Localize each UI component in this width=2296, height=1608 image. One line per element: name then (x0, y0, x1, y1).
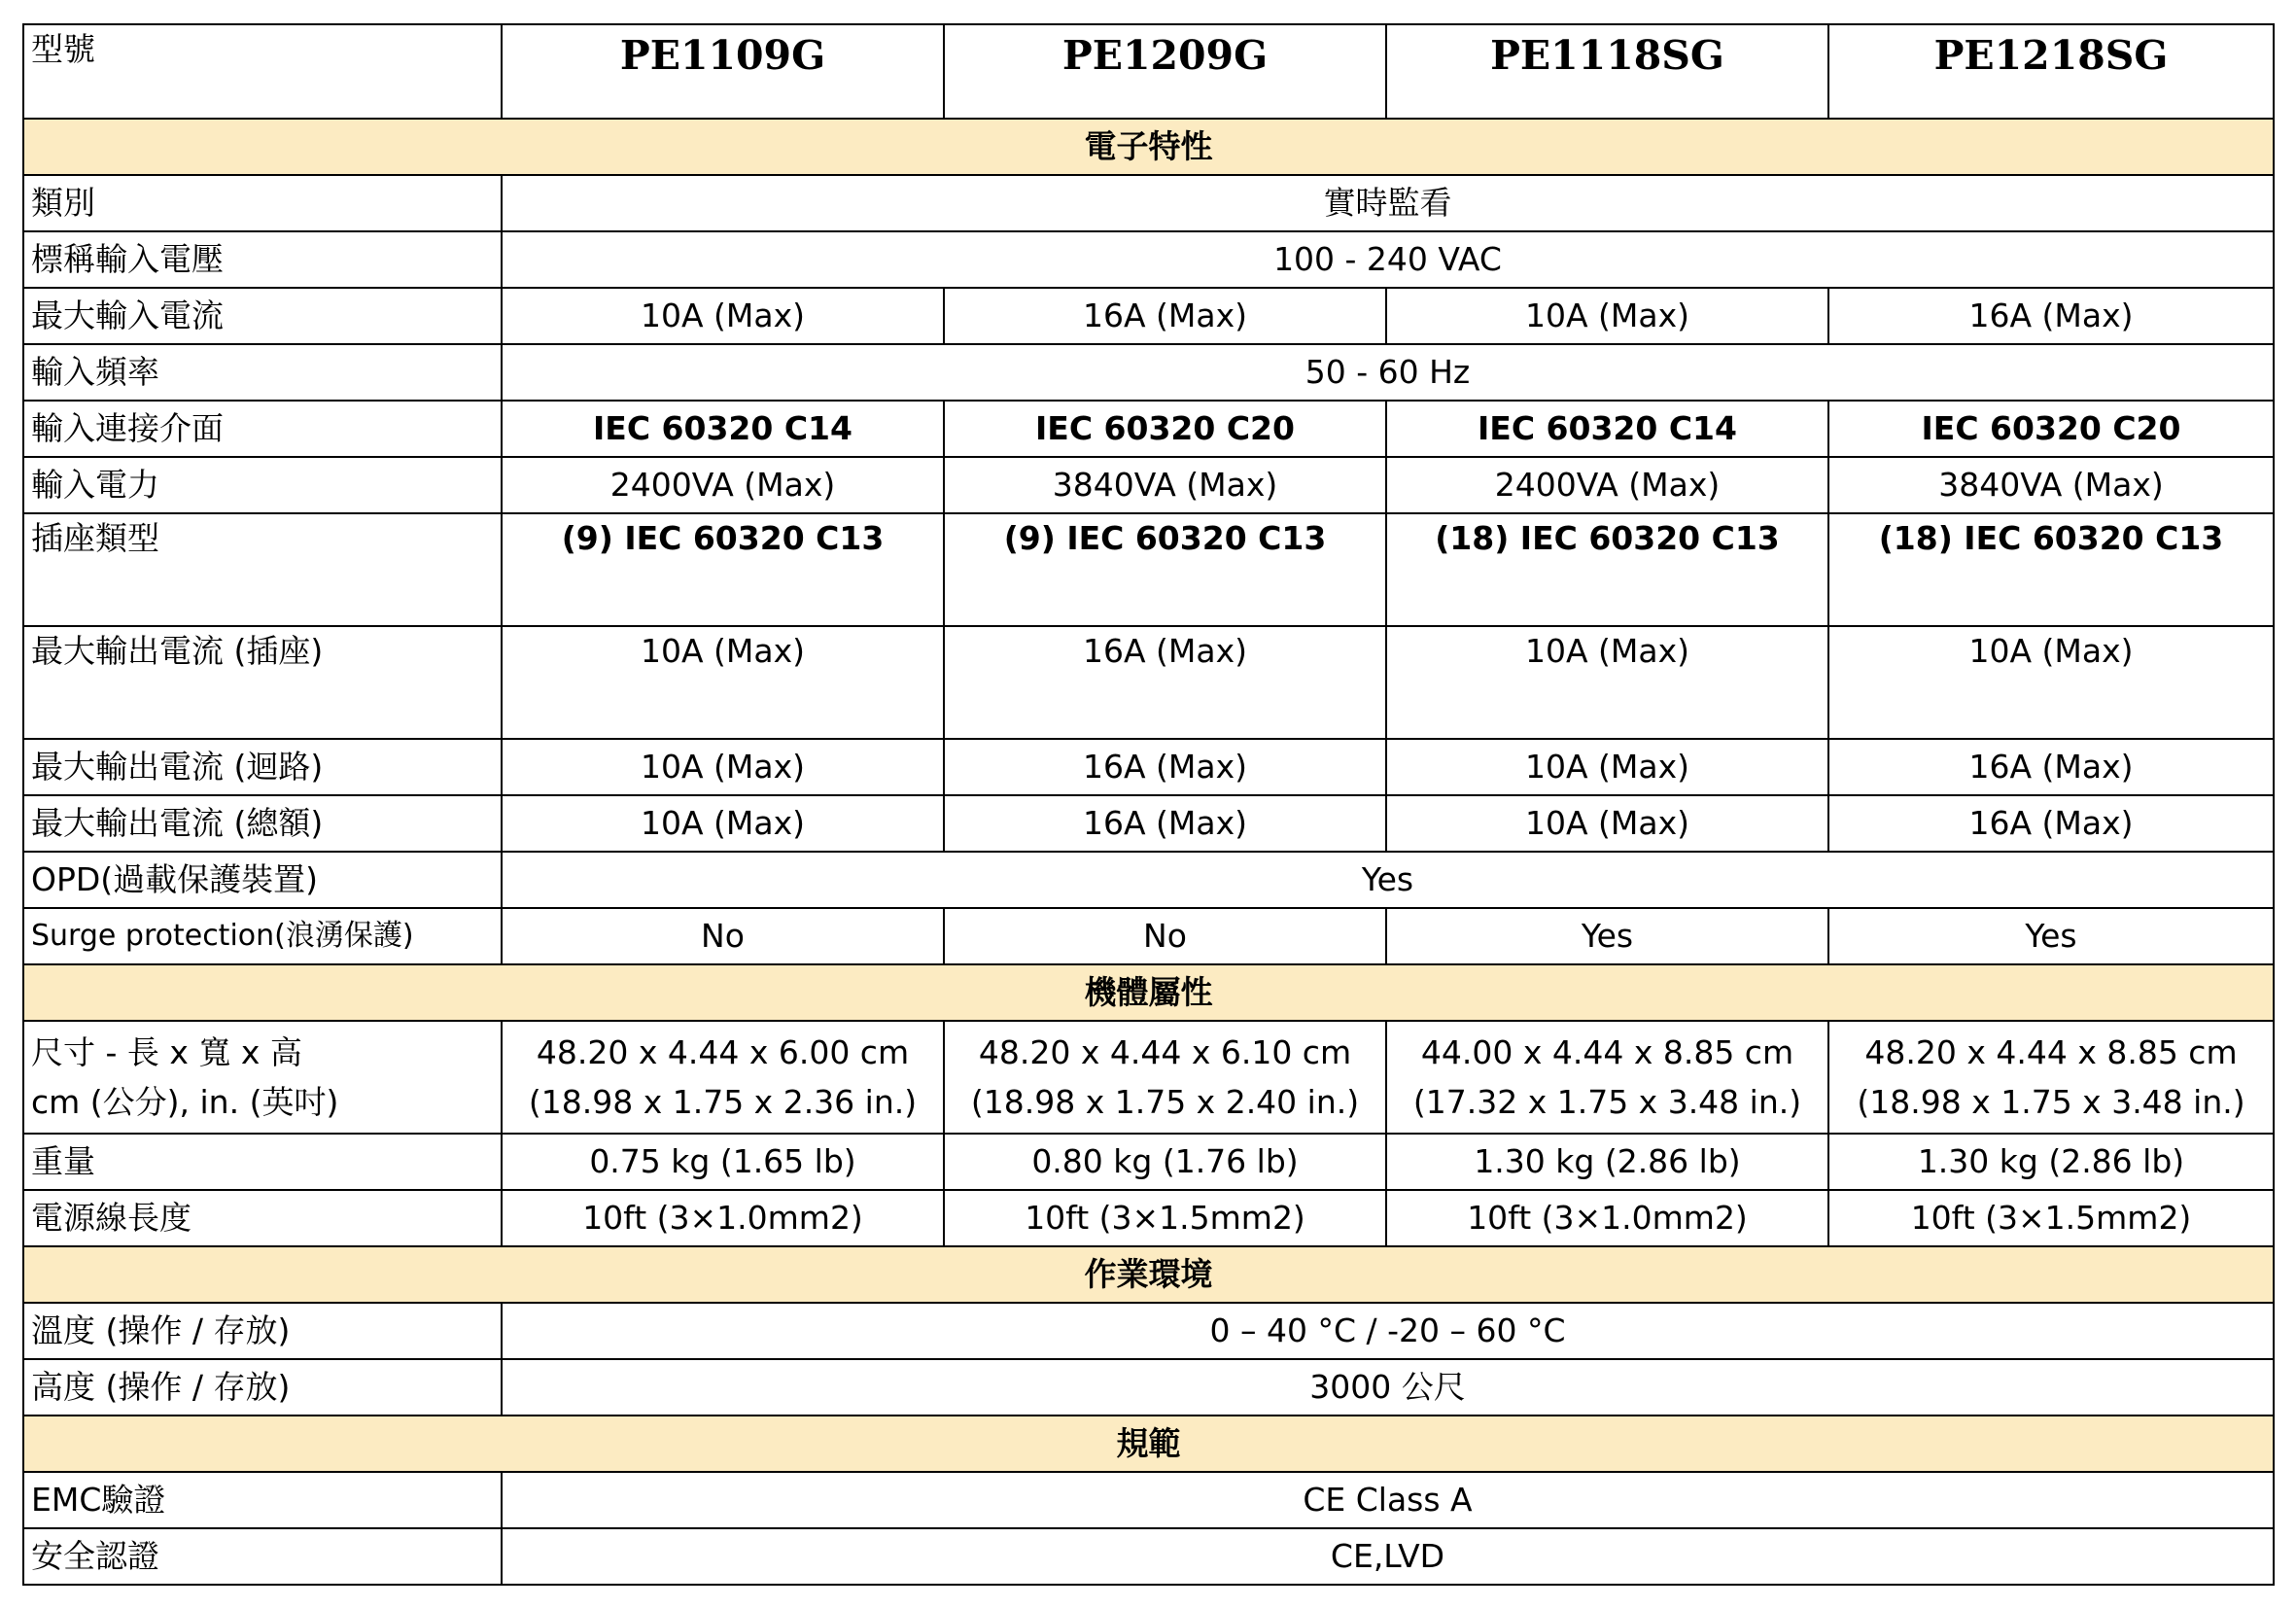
row-value: 16A (Max) (1828, 739, 2274, 795)
model-header-label: 型號 (23, 24, 502, 119)
row-value (502, 1021, 944, 1134)
row-value: 10A (Max) (502, 795, 944, 852)
row-label: 重量 (23, 1134, 502, 1190)
row-value: 3840VA (Max) (1828, 457, 2274, 513)
row-label: 最大輸入電流 (23, 288, 502, 344)
row-value: 10A (Max) (502, 626, 944, 739)
row-value: 10A (Max) (1386, 739, 1828, 795)
model-name: PE1218SG (1828, 24, 2274, 119)
table-row (23, 1303, 2274, 1359)
model-name: PE1118SG (1386, 24, 1828, 119)
table-row (23, 739, 2274, 795)
row-value: 1.30 kg (2.86 lb) (1386, 1134, 1828, 1190)
row-label: 輸入電力 (23, 457, 502, 513)
row-value: 10A (Max) (1386, 288, 1828, 344)
row-value: 10ft (3×1.5mm2) (944, 1190, 1386, 1246)
row-label: 最大輸出電流 (迴路) (23, 739, 502, 795)
header-row (23, 24, 2274, 119)
table-row (23, 1134, 2274, 1190)
table-row (23, 288, 2274, 344)
section-header-regulatory: 規範 (23, 1416, 2274, 1472)
row-value: 3840VA (Max) (944, 457, 1386, 513)
row-label: 高度 (操作 / 存放) (23, 1359, 502, 1416)
row-label: 最大輸出電流 (總額) (23, 795, 502, 852)
row-label: 輸入頻率 (23, 344, 502, 401)
dimensions-in: (18.98 x 1.75 x 3.48 in.) (1857, 1083, 2245, 1121)
table-row (23, 1472, 2274, 1528)
row-label: 標稱輸入電壓 (23, 231, 502, 288)
table-row (23, 908, 2274, 964)
row-value: 0.75 kg (1.65 lb) (502, 1134, 944, 1190)
table-row (23, 852, 2274, 908)
row-value: 50 - 60 Hz (502, 344, 2274, 401)
model-name: PE1109G (502, 24, 944, 119)
table-row (23, 457, 2274, 513)
dimensions-cm: 48.20 x 4.44 x 6.00 cm (536, 1033, 910, 1071)
row-value: 10A (Max) (1386, 626, 1828, 739)
row-value: 0 – 40 °C / -20 – 60 °C (502, 1303, 2274, 1359)
dimensions-cm: 44.00 x 4.44 x 8.85 cm (1420, 1033, 1794, 1071)
row-value: 100 - 240 VAC (502, 231, 2274, 288)
row-value: (18) IEC 60320 C13 (1386, 513, 1828, 626)
table-row (23, 626, 2274, 739)
row-label: 安全認證 (23, 1528, 502, 1585)
row-label: 電源線長度 (23, 1190, 502, 1246)
table-row (23, 1359, 2274, 1416)
row-value (944, 1021, 1386, 1134)
row-label: 類別 (23, 175, 502, 231)
dimensions-label-line1: 尺寸 - 長 x 寬 x 高 (31, 1033, 302, 1071)
table-row (23, 175, 2274, 231)
table-row (23, 513, 2274, 626)
row-value: IEC 60320 C14 (502, 401, 944, 457)
row-value: 3000 公尺 (502, 1359, 2274, 1416)
row-value: 16A (Max) (944, 626, 1386, 739)
row-value: Yes (1386, 908, 1828, 964)
table-row (23, 1190, 2274, 1246)
row-label: Surge protection(浪湧保護) (23, 908, 502, 964)
row-value: (9) IEC 60320 C13 (502, 513, 944, 626)
row-value: 16A (Max) (1828, 288, 2274, 344)
spec-table (22, 23, 2275, 1586)
row-value: 2400VA (Max) (502, 457, 944, 513)
table-row (23, 344, 2274, 401)
dimensions-in: (17.32 x 1.75 x 3.48 in.) (1412, 1083, 1802, 1121)
row-value: Yes (502, 852, 2274, 908)
dimensions-in: (18.98 x 1.75 x 2.36 in.) (528, 1083, 918, 1121)
row-value: 16A (Max) (944, 795, 1386, 852)
row-value (1828, 1021, 2274, 1134)
row-value: Yes (1828, 908, 2274, 964)
row-value: 10A (Max) (502, 288, 944, 344)
row-value (1386, 1021, 1828, 1134)
row-value: 10A (Max) (502, 739, 944, 795)
row-value: (9) IEC 60320 C13 (944, 513, 1386, 626)
dimensions-cm: 48.20 x 4.44 x 6.10 cm (978, 1033, 1352, 1071)
table-row (23, 1528, 2274, 1585)
row-value: IEC 60320 C20 (1828, 401, 2274, 457)
row-value: CE Class A (502, 1472, 2274, 1528)
row-label: 最大輸出電流 (插座) (23, 626, 502, 739)
row-label: 插座類型 (23, 513, 502, 626)
row-value: 10ft (3×1.5mm2) (1828, 1190, 2274, 1246)
row-value: IEC 60320 C14 (1386, 401, 1828, 457)
dimensions-label-line2: cm (公分), in. (英吋) (31, 1083, 339, 1121)
row-value: No (944, 908, 1386, 964)
row-label (23, 1021, 502, 1134)
row-label: 溫度 (操作 / 存放) (23, 1303, 502, 1359)
row-label: EMC驗證 (23, 1472, 502, 1528)
row-label: 輸入連接介面 (23, 401, 502, 457)
section-header-environment: 作業環境 (23, 1246, 2274, 1303)
row-value: 10A (Max) (1828, 626, 2274, 739)
row-value: 1.30 kg (2.86 lb) (1828, 1134, 2274, 1190)
row-value: 16A (Max) (1828, 795, 2274, 852)
row-value: 10ft (3×1.0mm2) (1386, 1190, 1828, 1246)
section-header-electrical: 電子特性 (23, 119, 2274, 175)
table-row (23, 401, 2274, 457)
row-value: 2400VA (Max) (1386, 457, 1828, 513)
row-value: 10ft (3×1.0mm2) (502, 1190, 944, 1246)
model-name: PE1209G (944, 24, 1386, 119)
row-value: CE,LVD (502, 1528, 2274, 1585)
dimensions-cm: 48.20 x 4.44 x 8.85 cm (1864, 1033, 2238, 1071)
row-value: 16A (Max) (944, 739, 1386, 795)
table-row (23, 795, 2274, 852)
row-value: 10A (Max) (1386, 795, 1828, 852)
row-value: 16A (Max) (944, 288, 1386, 344)
table-row (23, 1021, 2274, 1134)
section-header-physical: 機體屬性 (23, 964, 2274, 1021)
row-value: No (502, 908, 944, 964)
dimensions-in: (18.98 x 1.75 x 2.40 in.) (970, 1083, 1360, 1121)
table-row (23, 231, 2274, 288)
row-value: 0.80 kg (1.76 lb) (944, 1134, 1386, 1190)
row-value: IEC 60320 C20 (944, 401, 1386, 457)
row-value: 實時監看 (502, 175, 2274, 231)
row-value: (18) IEC 60320 C13 (1828, 513, 2274, 626)
row-label: OPD(過載保護裝置) (23, 852, 502, 908)
